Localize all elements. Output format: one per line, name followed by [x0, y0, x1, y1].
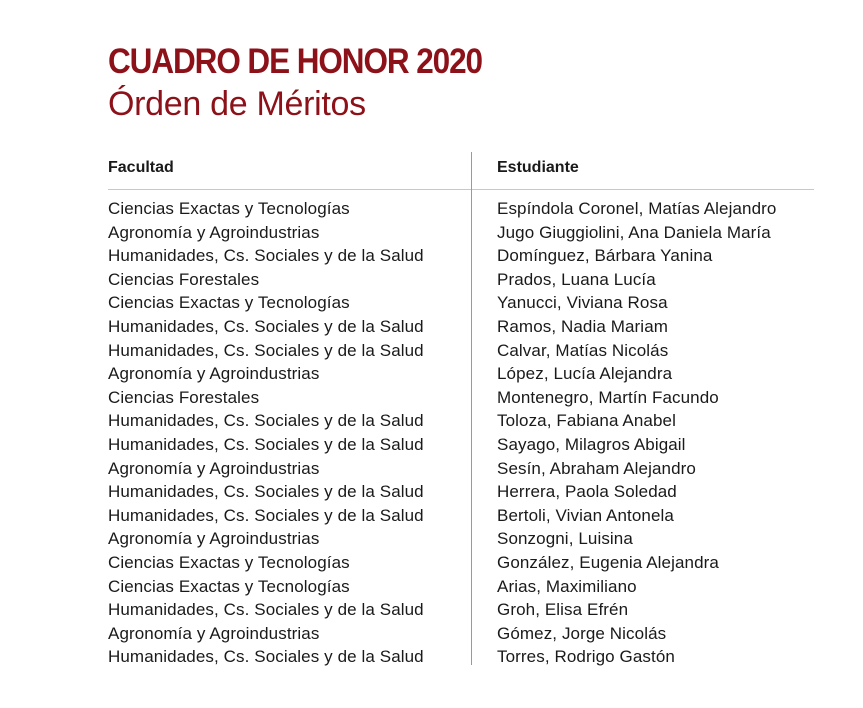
- table-row: [0, 409, 863, 433]
- table-row: [0, 339, 863, 363]
- facultad-cell: Ciencias Forestales: [108, 387, 260, 407]
- estudiante-cell: Bertoli, Vivian Antonela: [497, 505, 674, 525]
- facultad-cell: Agronomía y Agroindustrias: [108, 222, 320, 242]
- table-row: [0, 221, 863, 245]
- facultad-cell: Ciencias Exactas y Tecnologías: [108, 293, 350, 313]
- document-subtitle: Órden de Méritos: [108, 85, 366, 123]
- estudiante-cell: Calvar, Matías Nicolás: [497, 340, 669, 360]
- facultad-cell: Agronomía y Agroindustrias: [108, 529, 320, 549]
- table-row: [0, 291, 863, 315]
- estudiante-cell: Torres, Rodrigo Gastón: [497, 647, 675, 667]
- facultad-cell: Humanidades, Cs. Sociales y de la Salud: [108, 411, 424, 431]
- table-row: [0, 197, 863, 221]
- table-row: [0, 315, 863, 339]
- estudiante-cell: González, Eugenia Alejandra: [497, 552, 719, 572]
- table-row: [0, 386, 863, 410]
- estudiante-cell: Jugo Giuggiolini, Ana Daniela María: [497, 222, 771, 242]
- estudiante-cell: Gómez, Jorge Nicolás: [497, 623, 667, 643]
- facultad-cell: Ciencias Exactas y Tecnologías: [108, 552, 350, 572]
- honor-table-body: [0, 197, 863, 669]
- estudiante-cell: Herrera, Paola Soledad: [497, 482, 677, 502]
- estudiante-cell: Sayago, Milagros Abigail: [497, 434, 686, 454]
- estudiante-cell: Yanucci, Viviana Rosa: [497, 293, 668, 313]
- estudiante-cell: Ramos, Nadia Mariam: [497, 316, 669, 336]
- facultad-cell: Agronomía y Agroindustrias: [108, 623, 320, 643]
- facultad-cell: Humanidades, Cs. Sociales y de la Salud: [108, 482, 424, 502]
- estudiante-cell: Sesín, Abraham Alejandro: [497, 458, 696, 478]
- document-heading: [108, 40, 524, 124]
- header-divider: [108, 189, 814, 190]
- facultad-cell: Humanidades, Cs. Sociales y de la Salud: [108, 246, 424, 266]
- estudiante-cell: Groh, Elisa Efrén: [497, 600, 629, 620]
- table-row: [0, 480, 863, 504]
- estudiante-cell: Toloza, Fabiana Anabel: [497, 411, 676, 431]
- table-row: [0, 433, 863, 457]
- facultad-cell: Humanidades, Cs. Sociales y de la Salud: [108, 434, 424, 454]
- table-row: [0, 598, 863, 622]
- table-row: [0, 551, 863, 575]
- facultad-cell: Ciencias Forestales: [108, 269, 260, 289]
- column-header-facultad: Facultad: [108, 159, 174, 176]
- estudiante-cell: Arias, Maximiliano: [497, 576, 637, 596]
- estudiante-cell: Prados, Luana Lucía: [497, 269, 656, 289]
- facultad-cell: Humanidades, Cs. Sociales y de la Salud: [108, 505, 424, 525]
- facultad-cell: Humanidades, Cs. Sociales y de la Salud: [108, 647, 424, 667]
- estudiante-cell: Montenegro, Martín Facundo: [497, 387, 719, 407]
- estudiante-cell: López, Lucía Alejandra: [497, 364, 673, 384]
- facultad-cell: Humanidades, Cs. Sociales y de la Salud: [108, 316, 424, 336]
- facultad-cell: Humanidades, Cs. Sociales y de la Salud: [108, 340, 424, 360]
- table-row: [0, 457, 863, 481]
- table-row: [0, 575, 863, 599]
- table-row: [0, 645, 863, 669]
- estudiante-cell: Domínguez, Bárbara Yanina: [497, 246, 713, 266]
- facultad-cell: Ciencias Exactas y Tecnologías: [108, 576, 350, 596]
- table-row: [0, 268, 863, 292]
- table-row: [0, 362, 863, 386]
- estudiante-cell: Espíndola Coronel, Matías Alejandro: [497, 199, 777, 218]
- estudiante-cell: Sonzogni, Luisina: [497, 529, 633, 549]
- table-row: [0, 244, 863, 268]
- facultad-cell: Agronomía y Agroindustrias: [108, 458, 320, 478]
- table-row: [0, 622, 863, 646]
- document-title: CUADRO DE HONOR 2020: [108, 42, 482, 81]
- facultad-cell: Agronomía y Agroindustrias: [108, 364, 320, 384]
- table-row: [0, 504, 863, 528]
- column-header-estudiante: Estudiante: [497, 159, 579, 176]
- table-row: [0, 527, 863, 551]
- facultad-cell: Humanidades, Cs. Sociales y de la Salud: [108, 600, 424, 620]
- facultad-cell: Ciencias Exactas y Tecnologías: [108, 199, 350, 218]
